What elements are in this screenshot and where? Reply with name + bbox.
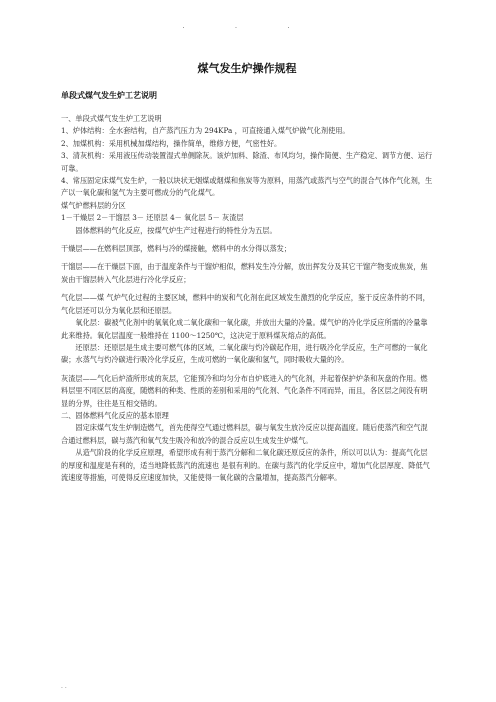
paragraph: 气化层——煤 气炉气化过程的主要区域，燃料中的炭和气化剂在此区域发生激烈的化学反应，鉴于反应条件的不同，气化层还可以分为氧化层和还原层。 [61,293,430,315]
paragraph: 干燥层——在燃料层顶部，燃料与冷的煤接触，燃料中的水分得以蒸发； [61,244,292,254]
document-body [61,113,433,484]
paragraph: 4、常压固定床煤气发生炉，一般以块状无烟煤或烟煤和焦炭等为原料，用蒸汽或蒸汽与空气的混合气体作气化剂，生产以一氧化碳和氢气为主要可燃成分的气化煤气。 [61,176,433,198]
paragraph: 还原层：还原层是生成主要可燃气体的区域，二氧化碳与灼冷碳起作用，进行吸冷化学反应，生产可燃的一氧化碳；水蒸气与灼冷碳进行吸冷化学反应，生成可燃的一氧化碳和氢气，同时吸收大量的冷。 [61,342,428,365]
section-subtitle: 单段式煤气发生炉工艺说明 [61,90,157,100]
paragraph: 固定床煤气发生炉制造燃气，首先使得空气通过燃料层，碳与氧发生放冷反应以提高温度。随后使蒸汽和空气混合通过燃料层，碳与蒸汽和氧气发生吸冷和放冷的混合反应以生成发生炉煤气。 [61,423,428,445]
document-page [61,60,433,484]
paragraph: 一、单段式煤气发生炉工艺说明 [61,114,162,123]
paragraph: 二、固体燃料气化反应的基本原理 [61,410,169,420]
paragraph: 从造气阶段的化学反应原理，希望形成有利于蒸汽分解和二氧化碳还原反应的条件，所以可以认为：提高气化层的厚度和温度是有利的，适当地降低蒸汽的流速也 是很有利的。在碳与蒸汽的化学反应中，增加气化层厚度、降低气流速度等措施，可使得反应速度加快，又能使得一氧化碳的含量增加，提高蒸汽分解率。 [61,448,430,482]
paragraph: 3、清灰机构：采用液压传动装置湿式单侧除灰。该炉加料、除渣、布风均匀，操作简便、生产稳定、调节方便、运行可靠。 [61,151,433,173]
paragraph: 煤气炉燃料层的分区 [61,200,126,210]
page-title: 煤气发生炉操作规程 [197,62,297,75]
paragraph: 氧化层：碳被气化剂中的氧氧化成二氧化碳和一氧化碳，并放出大量的冷量。煤气炉的冷化学反应所需的冷量靠此来维持。氧化层温度一般维持在 1100～1250℃，这决定于原料煤灰熔点的高低。 [61,318,428,340]
paragraph: 1、炉体结构：全水套结构，自产蒸汽压力为 294KPa ，可直接通入煤气炉做气化剂使用。 [61,126,350,136]
paragraph: 灰渣层——气化后炉渣所形成的灰层，它能预冷和均匀分布自炉底进入的气化剂，并起着保护炉条和灰盘的作用。燃料层里不同区层的高度，随燃料的种类、性质的差别和采用的气化剂、气化条件不同而异，而且，各区层之间没有明显的分界，往往是互相交错的。 [61,373,428,408]
header-dots: . . . [182,22,314,30]
paragraph: 2、加煤机构：采用机械加煤结构，操作简单，维修方便，气密性好。 [61,138,282,148]
footer-dots: . . [61,683,67,690]
paragraph: 干馏层——在干燥层下面，由于温度条件与干馏炉相似，燃料发生冷分解，放出挥发分及其它干馏产物变成焦炭，焦炭由干馏层转入气化层进行冷化学反应； [61,262,428,284]
paragraph: 1－干燥层 2－干馏层 3－ 还原层 4－ 氧化层 5－ 灰渣层 [61,213,244,223]
paragraph: 固体燃料的气化反应，按煤气炉生产过程进行的特性分为五层。 [75,225,277,235]
